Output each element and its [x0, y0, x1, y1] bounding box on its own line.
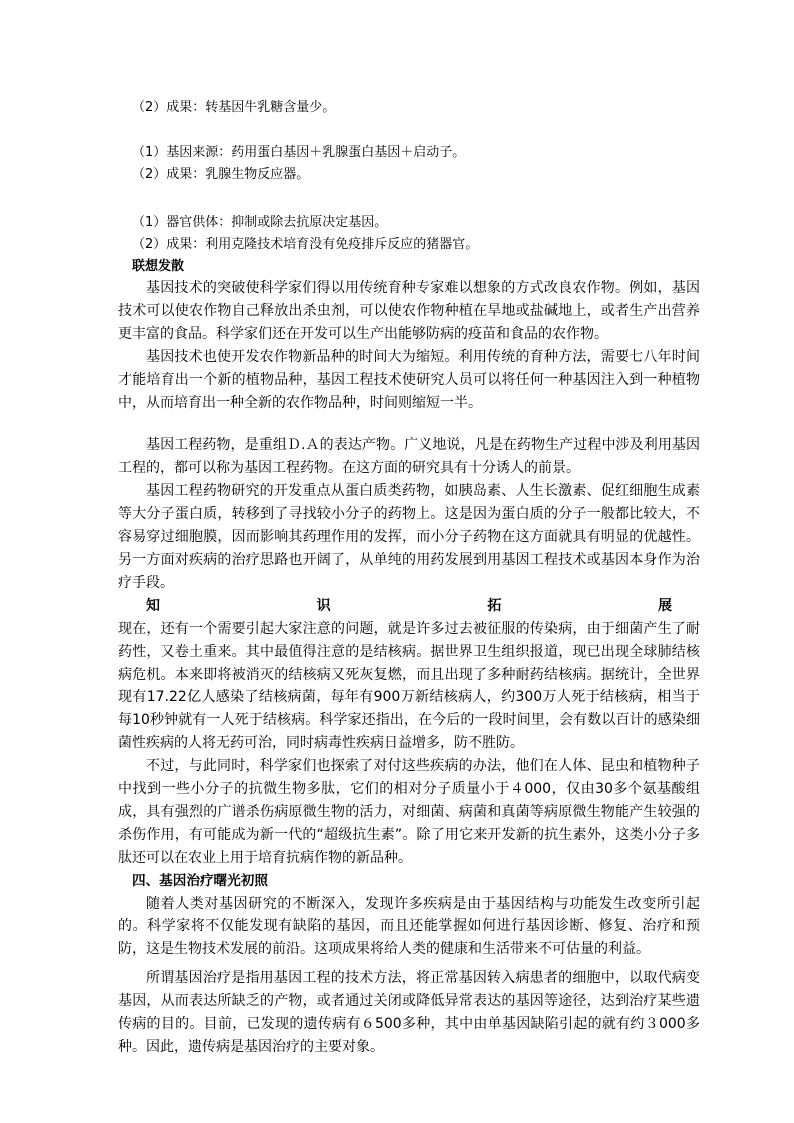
- document-page: [118, 97, 700, 1059]
- gene-drugs-paragraph: 基因工程药物，是重组Ｄ.Ａ的表达产物。广义地说，凡是在药物生产过程中涉及利用基因工程的，都可以称为基因工程药物。在这方面的研究具有十分诱人的前景。: [118, 437, 700, 477]
- transgenic-cow-result-item: （2）成果：转基因牛乳糖含量少。: [132, 100, 336, 115]
- heading-char: 知: [146, 597, 160, 614]
- antimicrobial-peptide-paragraph: 不过，与此同时，科学家们也探索了对付这些疾病的办法，他们在人体、昆虫和植物种子中找到一些小分子的抗微生物多肽，它们的相对分子质量小于４000，仅由30多个氨基酸组成，具有强烈的广谱杀伤病原微生物的活力，对细菌、病菌和真菌等病原微生物能产生较强的杀伤作用，有可能成为新一代的“超级抗生素”。除了用它来开发新的抗生素外，这类小分子多肽还可以在农业上用于培育抗病作物的新品种。: [118, 758, 700, 866]
- knowledge-expansion-heading: [118, 595, 700, 618]
- heading-char: 拓: [487, 597, 502, 614]
- gene-source-item: （1）基因来源：药用蛋白基因＋乳腺蛋白基因＋启动子。: [132, 145, 466, 160]
- organ-donor-item: （1）器官供体：抑制或除去抗原决定基因。: [132, 215, 388, 230]
- heading-char: 识: [316, 597, 331, 614]
- mammary-result-item: （2）成果：乳腺生物反应器。: [132, 167, 310, 182]
- crop-improvement-paragraph: 基因技术的突破使科学家们得以用传统育种专家难以想象的方式改良农作物。例如，基因技术可以使农作物自己释放出杀虫剂，可以使农作物种植在旱地或盐碱地上，或者生产出营养更丰富的食品。科学家们还在开发可以生产出能够防病的疫苗和食品的农作物。: [118, 280, 700, 342]
- association-heading: 联想发散: [132, 259, 185, 274]
- breeding-time-paragraph: 基因技术也使开发农作物新品种的时间大为缩短。利用传统的育种方法，需要七八年时间才能培育出一个新的植物品种，基因工程技术使研究人员可以将任何一种基因注入到一种植物中，从而培育出一种全新的农作物品种，时间则缩短一半。: [118, 348, 700, 411]
- gene-therapy-heading: 四、基因治疗曙光初照: [132, 872, 268, 889]
- pig-organ-result-item: （2）成果：利用克隆技术培育没有免疫排斥反应的猪器官。: [132, 237, 479, 252]
- heading-char: 展: [657, 597, 672, 614]
- drug-research-paragraph: 基因工程药物研究的开发重点从蛋白质类药物，如胰岛素、人生长激素、促红细胞生成素等大分子蛋白质，转移到了寻找较小分子的药物上。这是因为蛋白质的分子一般都比较大，不容易穿过细胞膜，因而影响其药理作用的发挥，而小分子药物在这方面就具有明显的优越性。另一方面对疾病的治疗思路也开阔了，从单纯的用药发展到用基因工程技术或基因本身作为治疗手段。: [118, 483, 700, 591]
- gene-therapy-definition-paragraph: 所谓基因治疗是指用基因工程的技术方法，将正常基因转入病患者的细胞中，以取代病变基因，从而表达所缺乏的产物，或者通过关闭或降低异常表达的基因等途径，达到治疗某些遗传病的目的。目前，已发现的遗传病有６500多种，其中由单基因缺陷引起的就有约３000多种。因此，遗传病是基因治疗的主要对象。: [118, 970, 700, 1055]
- tuberculosis-paragraph: 现在，还有一个需要引起大家注意的问题，就是许多过去被征服的传染病，由于细菌产生了耐药性，又卷土重来。其中最值得注意的是结核病。据世界卫生组织报道，现已出现全球肺结核病危机。本来即将被消灭的结核病又死灰复燃，而且出现了多种耐药结核病。据统计，全世界现有17.22亿人感染了结核病菌，每年有900万新结核病人，约300万人死于结核病，相当于每10秒钟就有一人死于结核病。科学家还指出，在今后的一段时间里，会有数以百计的感染细菌性疾病的人将无药可治，同时病毒性疾病日益增多，防不胜防。: [118, 620, 700, 752]
- gene-research-paragraph: 随着人类对基因研究的不断深入，发现许多疾病是由于基因结构与功能发生改变所引起的。科学家将不仅能发现有缺陷的基因，而且还能掌握如何进行基因诊断、修复、治疗和预防，这是生物技术发展的前沿。这项成果将给人类的健康和生活带来不可估量的利益。: [118, 895, 700, 958]
